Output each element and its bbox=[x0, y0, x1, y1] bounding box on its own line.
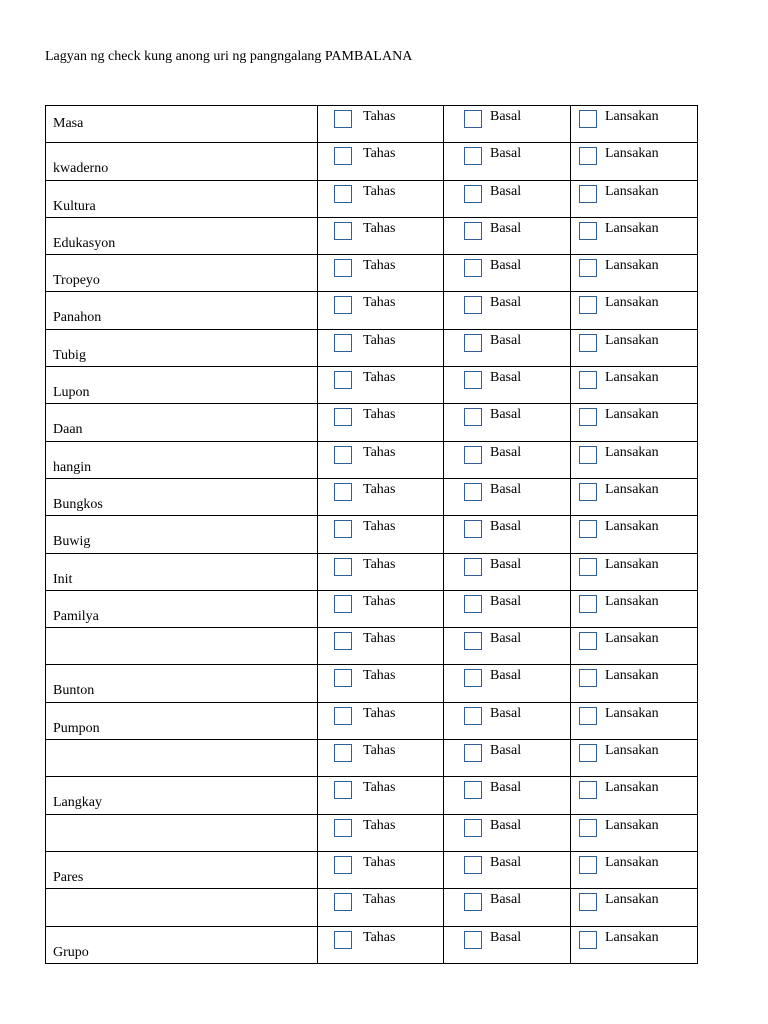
option-cell-tahas bbox=[318, 553, 444, 590]
word-cell bbox=[46, 553, 318, 590]
checkbox-tahas[interactable] bbox=[334, 371, 352, 389]
checkbox-tahas[interactable] bbox=[334, 632, 352, 650]
checkbox-lansakan[interactable] bbox=[579, 334, 597, 352]
checkbox-basal[interactable] bbox=[464, 520, 482, 538]
option-cell-basal bbox=[444, 889, 571, 926]
option-cell-lansakan bbox=[571, 702, 698, 739]
option-label-tahas: Tahas bbox=[363, 705, 396, 721]
checkbox-basal[interactable] bbox=[464, 819, 482, 837]
noun-word: Masa bbox=[53, 116, 84, 131]
noun-classification-table bbox=[45, 105, 698, 964]
option-cell-lansakan bbox=[571, 180, 698, 217]
option-label-basal: Basal bbox=[490, 109, 522, 124]
option-cell-lansakan bbox=[571, 217, 698, 254]
checkbox-basal[interactable] bbox=[464, 669, 482, 687]
checkbox-lansakan[interactable] bbox=[579, 408, 597, 426]
table-row bbox=[46, 889, 698, 926]
option-label-lansakan: Lansakan bbox=[605, 183, 659, 199]
word-cell bbox=[46, 292, 318, 329]
word-cell bbox=[46, 367, 318, 404]
option-cell-lansakan bbox=[571, 143, 698, 180]
option-label-basal: Basal bbox=[490, 220, 522, 236]
option-label-tahas: Tahas bbox=[363, 370, 396, 386]
checkbox-basal[interactable] bbox=[464, 147, 482, 165]
checkbox-lansakan[interactable] bbox=[579, 669, 597, 687]
option-label-tahas: Tahas bbox=[363, 220, 396, 236]
table-row bbox=[46, 516, 698, 553]
checkbox-lansakan[interactable] bbox=[579, 781, 597, 799]
option-cell-lansakan bbox=[571, 478, 698, 515]
option-label-lansakan: Lansakan bbox=[605, 295, 659, 311]
checkbox-lansakan[interactable] bbox=[579, 632, 597, 650]
option-label-tahas: Tahas bbox=[363, 556, 396, 572]
option-cell-lansakan bbox=[571, 777, 698, 814]
checkbox-basal[interactable] bbox=[464, 222, 482, 240]
option-cell-lansakan bbox=[571, 367, 698, 404]
option-label-tahas: Tahas bbox=[363, 631, 396, 647]
option-label-tahas: Tahas bbox=[363, 780, 396, 796]
checkbox-basal[interactable] bbox=[464, 558, 482, 576]
noun-word: Kultura bbox=[53, 198, 96, 214]
option-label-tahas: Tahas bbox=[363, 258, 396, 274]
checkbox-lansakan[interactable] bbox=[579, 558, 597, 576]
option-cell-tahas bbox=[318, 180, 444, 217]
word-cell bbox=[46, 143, 318, 180]
option-cell-tahas bbox=[318, 777, 444, 814]
table-row bbox=[46, 628, 698, 665]
option-cell-basal bbox=[444, 516, 571, 553]
table-body bbox=[46, 106, 698, 964]
option-label-basal: Basal bbox=[490, 295, 522, 311]
option-label-basal: Basal bbox=[490, 258, 522, 274]
checkbox-tahas[interactable] bbox=[334, 856, 352, 874]
option-cell-lansakan bbox=[571, 441, 698, 478]
option-cell-tahas bbox=[318, 702, 444, 739]
word-cell bbox=[46, 590, 318, 627]
option-label-basal: Basal bbox=[490, 370, 522, 386]
option-label-lansakan: Lansakan bbox=[605, 668, 659, 684]
option-label-lansakan: Lansakan bbox=[605, 332, 659, 348]
noun-word: Lupon bbox=[53, 385, 90, 401]
table-row bbox=[46, 814, 698, 851]
checkbox-basal[interactable] bbox=[464, 744, 482, 762]
checkbox-basal[interactable] bbox=[464, 931, 482, 949]
table-row bbox=[46, 255, 698, 292]
option-cell-tahas bbox=[318, 292, 444, 329]
table-row bbox=[46, 143, 698, 180]
checkbox-tahas[interactable] bbox=[334, 669, 352, 687]
checkbox-tahas[interactable] bbox=[334, 446, 352, 464]
option-cell-tahas bbox=[318, 516, 444, 553]
option-label-tahas: Tahas bbox=[363, 295, 396, 311]
table-row bbox=[46, 106, 698, 143]
checkbox-tahas[interactable] bbox=[334, 259, 352, 277]
option-label-basal: Basal bbox=[490, 892, 522, 908]
option-cell-tahas bbox=[318, 217, 444, 254]
option-label-lansakan: Lansakan bbox=[605, 593, 659, 609]
noun-word: Panahon bbox=[53, 310, 102, 326]
option-label-lansakan: Lansakan bbox=[605, 817, 659, 833]
noun-word: Buwig bbox=[53, 534, 91, 550]
option-label-basal: Basal bbox=[490, 743, 522, 759]
option-label-lansakan: Lansakan bbox=[605, 258, 659, 274]
option-label-tahas: Tahas bbox=[363, 183, 396, 199]
option-cell-basal bbox=[444, 814, 571, 851]
option-cell-lansakan bbox=[571, 292, 698, 329]
option-cell-basal bbox=[444, 292, 571, 329]
table-row bbox=[46, 740, 698, 777]
option-cell-lansakan bbox=[571, 628, 698, 665]
option-label-lansakan: Lansakan bbox=[605, 854, 659, 870]
checkbox-tahas[interactable] bbox=[334, 819, 352, 837]
checkbox-tahas[interactable] bbox=[334, 707, 352, 725]
option-label-lansakan: Lansakan bbox=[605, 146, 659, 162]
option-label-tahas: Tahas bbox=[363, 929, 396, 945]
option-label-lansakan: Lansakan bbox=[605, 929, 659, 945]
checkbox-basal[interactable] bbox=[464, 371, 482, 389]
option-label-tahas: Tahas bbox=[363, 668, 396, 684]
word-cell bbox=[46, 217, 318, 254]
noun-word: kwaderno bbox=[53, 161, 109, 177]
option-cell-tahas bbox=[318, 367, 444, 404]
checkbox-tahas[interactable] bbox=[334, 185, 352, 203]
noun-word: Langkay bbox=[53, 795, 102, 811]
noun-word: Edukasyon bbox=[53, 235, 116, 251]
option-cell-basal bbox=[444, 404, 571, 441]
option-cell-tahas bbox=[318, 851, 444, 888]
option-cell-tahas bbox=[318, 740, 444, 777]
checkbox-lansakan[interactable] bbox=[579, 856, 597, 874]
noun-word: Pamilya bbox=[53, 608, 99, 624]
option-cell-tahas bbox=[318, 441, 444, 478]
noun-word: Tubig bbox=[53, 347, 86, 363]
option-cell-tahas bbox=[318, 329, 444, 366]
option-cell-lansakan bbox=[571, 851, 698, 888]
option-cell-lansakan bbox=[571, 740, 698, 777]
checkbox-basal[interactable] bbox=[464, 781, 482, 799]
table-row bbox=[46, 441, 698, 478]
checkbox-lansakan[interactable] bbox=[579, 707, 597, 725]
option-label-basal: Basal bbox=[490, 817, 522, 833]
checkbox-lansakan[interactable] bbox=[579, 110, 597, 128]
option-cell-tahas bbox=[318, 143, 444, 180]
option-label-tahas: Tahas bbox=[363, 444, 396, 460]
checkbox-lansakan[interactable] bbox=[579, 371, 597, 389]
checkbox-lansakan[interactable] bbox=[579, 931, 597, 949]
option-cell-basal bbox=[444, 702, 571, 739]
checkbox-basal[interactable] bbox=[464, 296, 482, 314]
checkbox-lansakan[interactable] bbox=[579, 185, 597, 203]
checkbox-basal[interactable] bbox=[464, 707, 482, 725]
option-cell-tahas bbox=[318, 628, 444, 665]
option-label-basal: Basal bbox=[490, 929, 522, 945]
option-cell-tahas bbox=[318, 255, 444, 292]
checkbox-tahas[interactable] bbox=[334, 147, 352, 165]
option-label-tahas: Tahas bbox=[363, 481, 396, 497]
checkbox-tahas[interactable] bbox=[334, 931, 352, 949]
table-row bbox=[46, 478, 698, 515]
option-cell-basal bbox=[444, 329, 571, 366]
option-cell-basal bbox=[444, 180, 571, 217]
checkbox-tahas[interactable] bbox=[334, 296, 352, 314]
checkbox-basal[interactable] bbox=[464, 893, 482, 911]
option-cell-lansakan bbox=[571, 590, 698, 627]
option-cell-basal bbox=[444, 217, 571, 254]
checkbox-tahas[interactable] bbox=[334, 893, 352, 911]
option-label-lansakan: Lansakan bbox=[605, 370, 659, 386]
option-label-lansakan: Lansakan bbox=[605, 743, 659, 759]
option-label-tahas: Tahas bbox=[363, 593, 396, 609]
checkbox-tahas[interactable] bbox=[334, 110, 352, 128]
option-cell-lansakan bbox=[571, 926, 698, 963]
table-row bbox=[46, 665, 698, 702]
option-cell-basal bbox=[444, 926, 571, 963]
checkbox-lansakan[interactable] bbox=[579, 147, 597, 165]
option-cell-lansakan bbox=[571, 329, 698, 366]
option-label-lansakan: Lansakan bbox=[605, 705, 659, 721]
option-cell-lansakan bbox=[571, 665, 698, 702]
instruction-text: Lagyan ng check kung anong uri ng pangngalang PAMBALANA bbox=[45, 49, 413, 64]
checkbox-basal[interactable] bbox=[464, 595, 482, 613]
checkbox-basal[interactable] bbox=[464, 259, 482, 277]
option-cell-basal bbox=[444, 740, 571, 777]
option-label-basal: Basal bbox=[490, 593, 522, 609]
option-label-basal: Basal bbox=[490, 556, 522, 572]
checkbox-lansakan[interactable] bbox=[579, 222, 597, 240]
checkbox-basal[interactable] bbox=[464, 185, 482, 203]
table-row bbox=[46, 292, 698, 329]
checkbox-basal[interactable] bbox=[464, 446, 482, 464]
option-cell-tahas bbox=[318, 106, 444, 143]
option-label-basal: Basal bbox=[490, 407, 522, 423]
option-cell-basal bbox=[444, 851, 571, 888]
option-label-tahas: Tahas bbox=[363, 407, 396, 423]
option-cell-tahas bbox=[318, 926, 444, 963]
option-cell-basal bbox=[444, 590, 571, 627]
option-cell-basal bbox=[444, 255, 571, 292]
table-row bbox=[46, 926, 698, 963]
option-cell-tahas bbox=[318, 665, 444, 702]
word-cell bbox=[46, 106, 318, 143]
option-cell-lansakan bbox=[571, 889, 698, 926]
checkbox-lansakan[interactable] bbox=[579, 595, 597, 613]
option-label-lansakan: Lansakan bbox=[605, 444, 659, 460]
option-label-basal: Basal bbox=[490, 780, 522, 796]
checkbox-basal[interactable] bbox=[464, 856, 482, 874]
option-cell-basal bbox=[444, 441, 571, 478]
noun-word: Daan bbox=[53, 422, 83, 438]
option-label-basal: Basal bbox=[490, 631, 522, 647]
word-cell bbox=[46, 255, 318, 292]
word-cell bbox=[46, 665, 318, 702]
option-cell-basal bbox=[444, 367, 571, 404]
noun-word: Pares bbox=[53, 869, 84, 885]
word-cell bbox=[46, 740, 318, 777]
word-cell bbox=[46, 814, 318, 851]
table-row bbox=[46, 367, 698, 404]
noun-word: Init bbox=[53, 571, 73, 587]
checkbox-lansakan[interactable] bbox=[579, 819, 597, 837]
checkbox-tahas[interactable] bbox=[334, 520, 352, 538]
table-row bbox=[46, 404, 698, 441]
noun-word: Grupo bbox=[53, 944, 89, 960]
table-row bbox=[46, 217, 698, 254]
checkbox-tahas[interactable] bbox=[334, 222, 352, 240]
option-cell-lansakan bbox=[571, 814, 698, 851]
option-label-basal: Basal bbox=[490, 854, 522, 870]
option-cell-basal bbox=[444, 106, 571, 143]
checkbox-lansakan[interactable] bbox=[579, 893, 597, 911]
option-label-tahas: Tahas bbox=[363, 109, 396, 124]
option-label-tahas: Tahas bbox=[363, 817, 396, 833]
word-cell bbox=[46, 851, 318, 888]
option-label-lansakan: Lansakan bbox=[605, 780, 659, 796]
option-label-lansakan: Lansakan bbox=[605, 220, 659, 236]
checkbox-tahas[interactable] bbox=[334, 744, 352, 762]
noun-word: Bunton bbox=[53, 683, 95, 699]
option-cell-basal bbox=[444, 777, 571, 814]
word-cell bbox=[46, 702, 318, 739]
word-cell bbox=[46, 404, 318, 441]
checkbox-tahas[interactable] bbox=[334, 595, 352, 613]
checkbox-lansakan[interactable] bbox=[579, 483, 597, 501]
table-row bbox=[46, 553, 698, 590]
option-label-lansakan: Lansakan bbox=[605, 109, 659, 124]
option-label-tahas: Tahas bbox=[363, 892, 396, 908]
option-label-tahas: Tahas bbox=[363, 743, 396, 759]
checkbox-tahas[interactable] bbox=[334, 408, 352, 426]
option-label-tahas: Tahas bbox=[363, 519, 396, 535]
checkbox-lansakan[interactable] bbox=[579, 446, 597, 464]
option-label-basal: Basal bbox=[490, 481, 522, 497]
option-label-basal: Basal bbox=[490, 444, 522, 460]
word-cell bbox=[46, 478, 318, 515]
option-label-lansakan: Lansakan bbox=[605, 407, 659, 423]
option-cell-lansakan bbox=[571, 553, 698, 590]
option-label-lansakan: Lansakan bbox=[605, 631, 659, 647]
option-label-basal: Basal bbox=[490, 332, 522, 348]
table-row bbox=[46, 777, 698, 814]
checkbox-basal[interactable] bbox=[464, 483, 482, 501]
word-cell bbox=[46, 777, 318, 814]
option-label-lansakan: Lansakan bbox=[605, 519, 659, 535]
option-label-lansakan: Lansakan bbox=[605, 556, 659, 572]
checkbox-lansakan[interactable] bbox=[579, 744, 597, 762]
word-cell bbox=[46, 926, 318, 963]
option-cell-tahas bbox=[318, 814, 444, 851]
checkbox-basal[interactable] bbox=[464, 632, 482, 650]
option-cell-basal bbox=[444, 143, 571, 180]
option-cell-lansakan bbox=[571, 516, 698, 553]
option-cell-lansakan bbox=[571, 255, 698, 292]
option-cell-lansakan bbox=[571, 106, 698, 143]
word-cell bbox=[46, 180, 318, 217]
checkbox-basal[interactable] bbox=[464, 334, 482, 352]
option-label-basal: Basal bbox=[490, 519, 522, 535]
table-row bbox=[46, 180, 698, 217]
table-row bbox=[46, 590, 698, 627]
word-cell bbox=[46, 628, 318, 665]
checkbox-tahas[interactable] bbox=[334, 483, 352, 501]
option-cell-basal bbox=[444, 665, 571, 702]
checkbox-basal[interactable] bbox=[464, 110, 482, 128]
option-label-tahas: Tahas bbox=[363, 854, 396, 870]
option-cell-tahas bbox=[318, 889, 444, 926]
option-cell-lansakan bbox=[571, 404, 698, 441]
checkbox-lansakan[interactable] bbox=[579, 296, 597, 314]
option-label-basal: Basal bbox=[490, 705, 522, 721]
word-cell bbox=[46, 441, 318, 478]
option-label-basal: Basal bbox=[490, 668, 522, 684]
option-label-basal: Basal bbox=[490, 146, 522, 162]
word-cell bbox=[46, 329, 318, 366]
table-row bbox=[46, 702, 698, 739]
option-cell-basal bbox=[444, 553, 571, 590]
option-cell-tahas bbox=[318, 590, 444, 627]
checkbox-basal[interactable] bbox=[464, 408, 482, 426]
noun-word: hangin bbox=[53, 459, 92, 475]
table-row bbox=[46, 329, 698, 366]
noun-word: Bungkos bbox=[53, 496, 103, 512]
checkbox-lansakan[interactable] bbox=[579, 520, 597, 538]
option-cell-basal bbox=[444, 478, 571, 515]
option-cell-tahas bbox=[318, 478, 444, 515]
option-cell-tahas bbox=[318, 404, 444, 441]
noun-word: Pumpon bbox=[53, 720, 100, 736]
checkbox-lansakan[interactable] bbox=[579, 259, 597, 277]
option-label-lansakan: Lansakan bbox=[605, 892, 659, 908]
word-cell bbox=[46, 889, 318, 926]
noun-word: Tropeyo bbox=[53, 273, 100, 289]
checkbox-tahas[interactable] bbox=[334, 334, 352, 352]
word-cell bbox=[46, 516, 318, 553]
option-label-basal: Basal bbox=[490, 183, 522, 199]
option-label-lansakan: Lansakan bbox=[605, 481, 659, 497]
option-label-tahas: Tahas bbox=[363, 146, 396, 162]
option-label-tahas: Tahas bbox=[363, 332, 396, 348]
option-cell-basal bbox=[444, 628, 571, 665]
table-row bbox=[46, 851, 698, 888]
checkbox-tahas[interactable] bbox=[334, 781, 352, 799]
checkbox-tahas[interactable] bbox=[334, 558, 352, 576]
